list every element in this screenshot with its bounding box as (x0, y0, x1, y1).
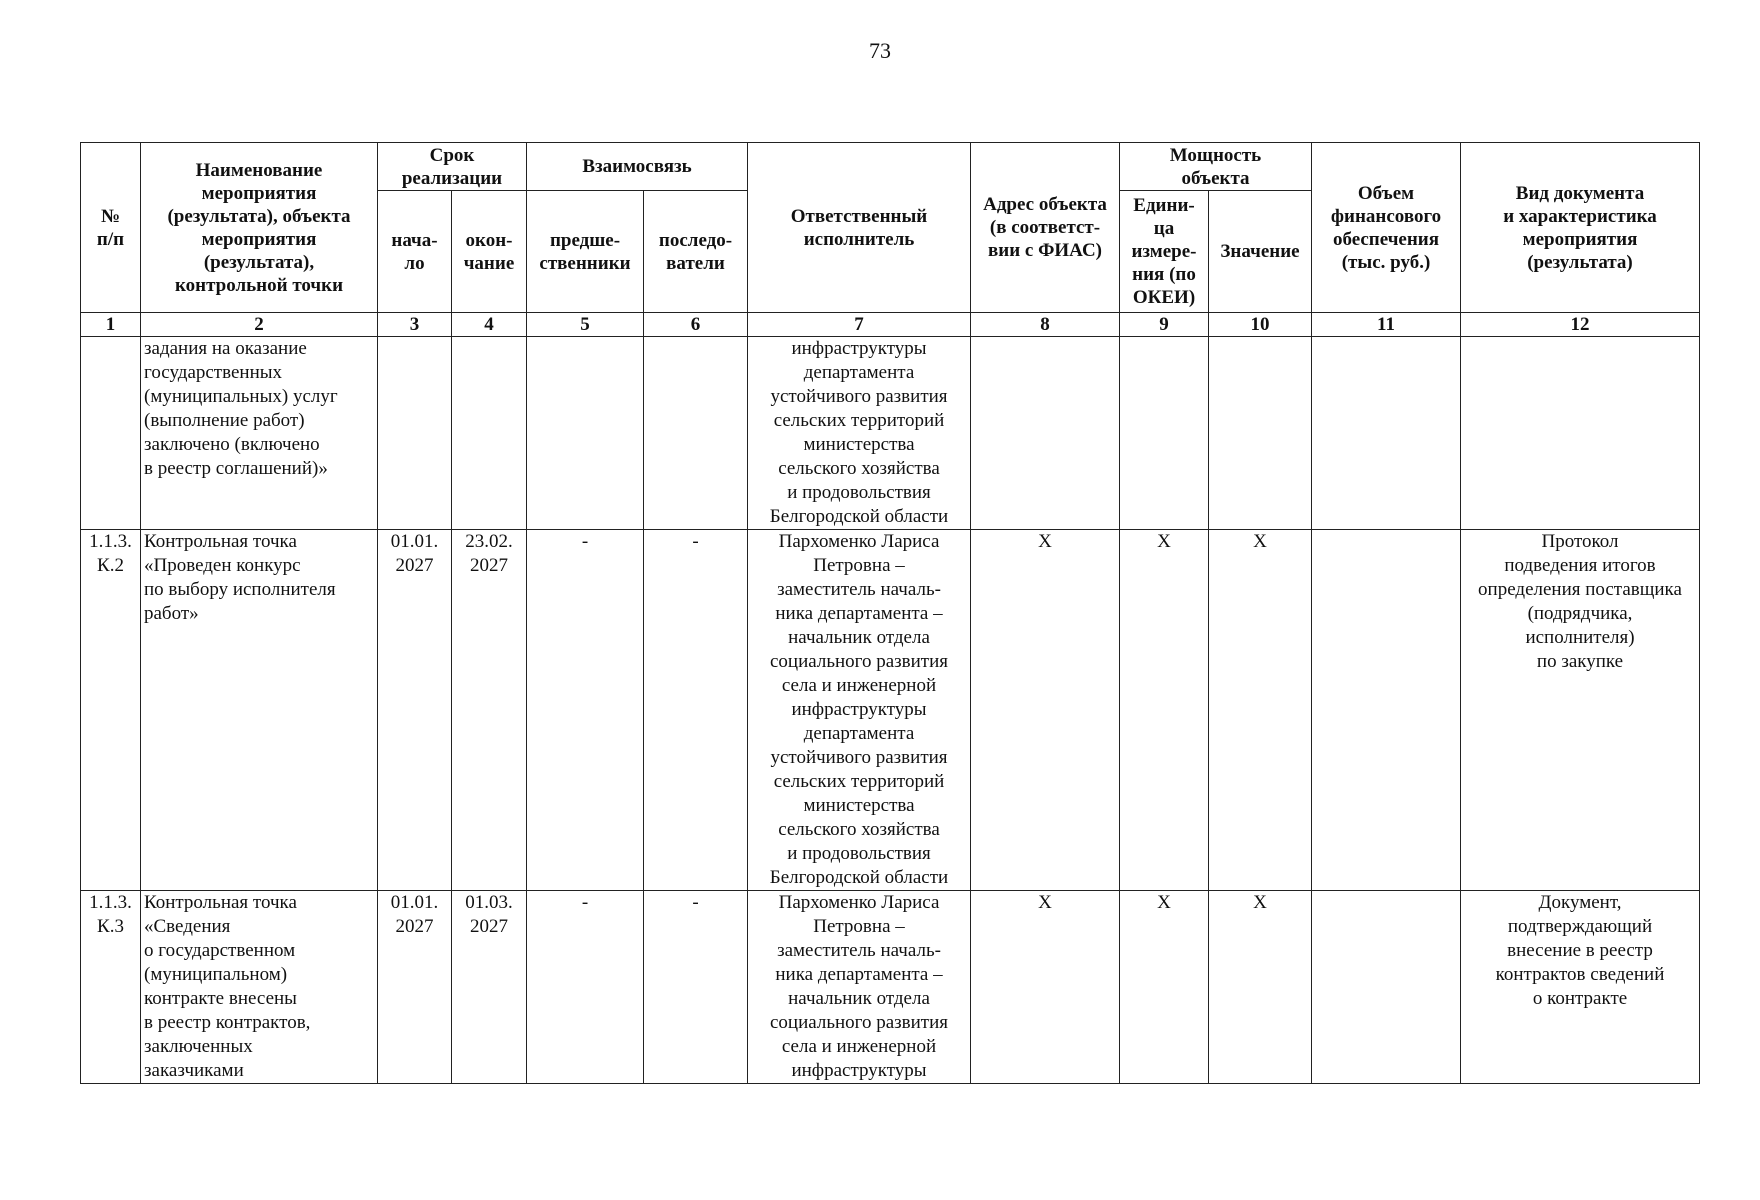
column-number: 1 (81, 313, 141, 337)
row-document: Документ, подтверждающий внесение в реестр контрактов сведений о контракте (1461, 891, 1700, 1084)
header-responsible: Ответственный исполнитель (748, 143, 971, 313)
row-value: Х (1209, 891, 1312, 1084)
row-predecessors (527, 337, 644, 530)
row-financing (1312, 337, 1461, 530)
row-responsible: инфраструктуры департамента устойчивого развития сельских территорий министерства сельского хозяйства и продовольствия Белгородской области (748, 337, 971, 530)
row-name: Контрольная точка «Проведен конкурс по выбору исполнителя работ» (141, 530, 378, 891)
column-number: 2 (141, 313, 378, 337)
page-number: 73 (869, 38, 891, 63)
plan-table (80, 142, 1700, 1084)
header-start: нача- ло (378, 191, 452, 313)
column-number: 9 (1120, 313, 1209, 337)
row-address (971, 337, 1120, 530)
header-document: Вид документа и характеристика мероприятия (результата) (1461, 143, 1700, 313)
row-unit: Х (1120, 891, 1209, 1084)
row-value: Х (1209, 530, 1312, 891)
header-num: № п/п (81, 143, 141, 313)
column-number: 12 (1461, 313, 1700, 337)
header-address: Адрес объекта (в соответст- вии с ФИАС) (971, 143, 1120, 313)
row-name: Контрольная точка «Сведения о государственном (муниципальном) контракте внесены в реестр контрактов, заключенных заказчиками (141, 891, 378, 1084)
column-number: 11 (1312, 313, 1461, 337)
header-term: Срок реализации (378, 143, 527, 191)
row-unit: Х (1120, 530, 1209, 891)
header-successors: последо- ватели (644, 191, 748, 313)
header-financing: Объем финансового обеспечения (тыс. руб.) (1312, 143, 1461, 313)
header-end: окон- чание (452, 191, 527, 313)
header-predecessors: предше- ственники (527, 191, 644, 313)
row-num: 1.1.3. К.3 (81, 891, 141, 1084)
row-financing (1312, 891, 1461, 1084)
row-unit (1120, 337, 1209, 530)
row-start (378, 337, 452, 530)
row-predecessors: - (527, 530, 644, 891)
column-number: 6 (644, 313, 748, 337)
row-document: Протокол подведения итогов определения поставщика (подрядчика, исполнителя) по закупке (1461, 530, 1700, 891)
column-number: 4 (452, 313, 527, 337)
row-end (452, 337, 527, 530)
row-responsible: Пархоменко Лариса Петровна – заместитель началь- ника департамента – начальник отдела социального развития села и инженерной инфраструктуры (748, 891, 971, 1084)
row-start: 01.01. 2027 (378, 530, 452, 891)
row-start: 01.01. 2027 (378, 891, 452, 1084)
row-predecessors: - (527, 891, 644, 1084)
row-address: Х (971, 891, 1120, 1084)
header-link: Взаимосвязь (527, 143, 748, 191)
column-number: 3 (378, 313, 452, 337)
column-number: 7 (748, 313, 971, 337)
row-successors (644, 337, 748, 530)
header-power: Мощность объекта (1120, 143, 1312, 191)
row-address: Х (971, 530, 1120, 891)
column-number: 5 (527, 313, 644, 337)
header-value: Значение (1209, 191, 1312, 313)
row-document (1461, 337, 1700, 530)
row-financing (1312, 530, 1461, 891)
header-name: Наименование мероприятия (результата), объекта мероприятия (результата), контрольной точки (141, 143, 378, 313)
table-row (81, 337, 1700, 530)
row-successors: - (644, 530, 748, 891)
table-row (81, 530, 1700, 891)
header-unit: Едини- ца измере- ния (по ОКЕИ) (1120, 191, 1209, 313)
row-num: 1.1.3. К.2 (81, 530, 141, 891)
row-responsible: Пархоменко Лариса Петровна – заместитель началь- ника департамента – начальник отдела социального развития села и инженерной инфраструктуры департамента устойчивого развития сельских территорий министерства сельского хозяйства и продовольствия Белгородской области (748, 530, 971, 891)
column-number: 10 (1209, 313, 1312, 337)
row-successors: - (644, 891, 748, 1084)
row-value (1209, 337, 1312, 530)
table-row (81, 891, 1700, 1084)
row-num (81, 337, 141, 530)
row-name: задания на оказание государственных (муниципальных) услуг (выполнение работ) заключено (включено в реестр соглашений)» (141, 337, 378, 530)
row-end: 23.02. 2027 (452, 530, 527, 891)
row-end: 01.03. 2027 (452, 891, 527, 1084)
column-number: 8 (971, 313, 1120, 337)
